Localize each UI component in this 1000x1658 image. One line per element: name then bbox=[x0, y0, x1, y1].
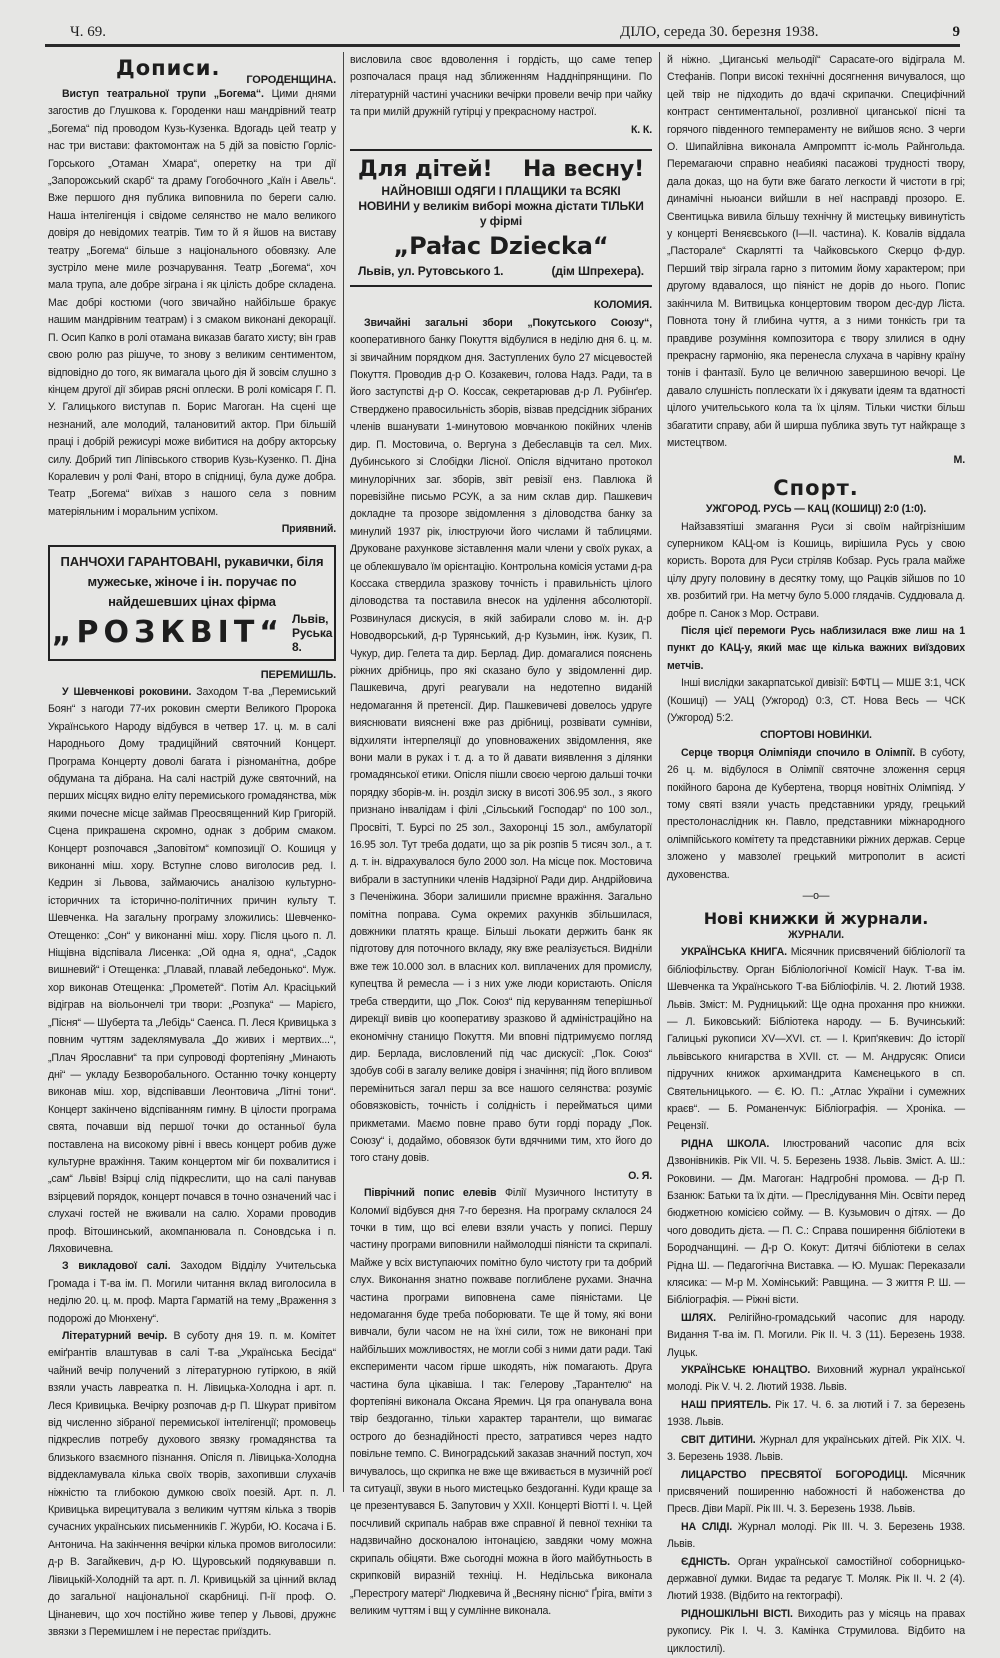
place-heading: ГОРОДЕНЩИНА. bbox=[246, 74, 336, 86]
article: Інші вислідки закарпатської дивізії: БФТЦ — МШЕ 3:1, ЧСК (Кошиці) — УАЦ (Ужгород) 0:3, СТ. Нова Весь — ЧСК (Ужгород) 5:2. bbox=[667, 677, 965, 725]
column-divider bbox=[343, 52, 344, 1492]
page-number: 9 bbox=[952, 24, 960, 40]
journal-entry: РІДНА ШКОЛА. Ілюстрований часопис для всіх Дзвонівників. Рік VII. Ч. 5. Березень 1938. Львів. Зміст. А. Ш.: Роковини. — Дм. Магоган: Надгробні промова. — Д-р П. Бзанюк: Батьки та їх діти. — Преслідування Мін. Освіти перед бюджетною комісією сойму. — В. Кузьмович о дітях. — До чого доводить дієта. — П. С.: Справа поширення бібліотеки в Бородчанщині. — Д-р О. Кокут: Дитячі бібліотеки в селах Рідна Ш. — Педагогічна Виставка. — Ю. Мушак: Переказали клясика: — М-р М. Хомінський: Равщина. — З життя Р. Ш. — Бібліографія. — Ріжні вісти. bbox=[667, 1137, 965, 1307]
journal-entry: ЄДНІСТЬ. Орган української самостійної соборницько-державної думки. Видає та редагує Т. Моляк. Рік II. Ч. 2 (4). Лютий 1938. (Відбито на гектографі). bbox=[667, 1555, 965, 1603]
match-heading: УЖГОРОД. РУСЬ — КАЦ (КОШИЦІ) 2:0 (1:0). bbox=[705, 503, 927, 516]
journal-entry: РІДНОШКІЛЬНІ ВІСТІ. Виходить раз у місяць на правах рукопису. Рік I. Ч. 3. Камінка Струмилова. Відбито на циклостилі). bbox=[667, 1607, 965, 1655]
advertisement-rozkvit: ПАНЧОХИ ГАРАНТОВАНІ, рукавички, біля мужеське, жіноче і ін. поручає по найдешевших цінах фірма „РОЗКВІТ“ Львів, Руська 8. bbox=[48, 545, 336, 661]
article: висловила своє вдоволення і гордість, що саме тепер розпочалася праця над зближенням Наддніпрянщини. По літературній частині учасники вечірки провели вечір при чайку та при милій дружній гутірці у прекрасному настрої. bbox=[350, 54, 652, 119]
brand-name: „Pałac Dziecka“ bbox=[393, 232, 609, 261]
signature: Приявний. bbox=[281, 523, 336, 536]
column-divider bbox=[659, 52, 660, 1492]
journals-heading: ЖУРНАЛИ. bbox=[788, 928, 844, 941]
article: Літературний вечір. В суботу дня 19. п. м. Комітет еміґрантів влаштував в салі Т-ва „Українська Бесіда“ чайний вечір получений з літературною гутіркою, в якій взяли участь лавреатка п. Н. Лівицька-Холодна і арт. п. Леся Кривицька. Вечірку розпочав д-р П. Шкурат привітом від численно зібраної перемиської інтелігенції; промовець підкреслив потребу духового звязку громадянства та близького взаємного пізнання. Опісля п. Лівицька-Холодна віддекламувала кілька своїх творів, захопивши слухачів ніжністю та глибокою думкою своїх поезій. Арт. п. Л. Кривицька вирецитувала з великим чуттям кілька з творів сучасних українських письменників Г. Журби, Ю. Косача і Б. Антонича. На закінчення вечірки кілька промов виголосили: д-р В. Загайкевич, д-р Ю. Щуровський подякувавши п. Лівицькій-Холодній та арт. п. Л. Кривицькій за цінний вклад до загальної національної скарбниці. П-ії проф. О. Цінаневич, що хоч постійно живе тепер у Львові, дружнє звязки з Перемишлем і не перестає приїздить. bbox=[48, 1330, 336, 1638]
header-rule bbox=[45, 44, 960, 47]
masthead bbox=[70, 24, 960, 44]
column-3 bbox=[667, 52, 965, 1658]
signature: О. Я. bbox=[628, 1169, 652, 1182]
issue-number: Ч. 69. bbox=[70, 24, 106, 40]
paper-title-date: ДІЛО, середа 30. березня 1938. bbox=[620, 24, 819, 40]
article: Серце творця Олімпіяди спочило в Олімпії. В суботу, 26 ц. м. відбулося в Олімпії святочне зложення серця покійного барона де Кубертена, творця новітніх Олімпіяд. У тому святі взяли участь представники уряду, грецький престолонаслідник кн. Павло, представники міжнародного олімпійського комітету та представники ріжних держав. Серце зложено у мавзолеї грецький митрополит в асисті духовенства. bbox=[667, 746, 965, 881]
journal-entry: НАШ ПРИЯТЕЛЬ. Рік 17. Ч. 6. за лютий і 7. за березень 1938. Львів. bbox=[667, 1398, 965, 1429]
signature: К. К. bbox=[630, 123, 652, 136]
signature: М. bbox=[953, 454, 965, 467]
article: Піврічний попис елевів Філії Музичного Інституту в Коломиї відбувся дня 7-го березня. На програму склалося 24 точки в тим, що всі елеви взяли участь у пописі. Першу частину програми виповнили наймолодші піяністи та скрипалі. Майже у всіх виступаючих помітно було чистоту гри та добрий слух. Виконання знатно пожваве поглиблене рухами. Значна частина програми виповнена саме піяністами. Це недомагання буде треба поборювати. Те ще й тому, які вони вивчали, були часом не на їхні сили, тож не виконані при найбільших можливостях, не могли собі з ними дати ради. Такі експерименти часом гірше шкодять, ніж помагають. Друга частина була цікавіша. І так: Гелерову „Тарантелю“ на фортепіяні виконала Оксана Яремич. Ця гра опанувала вона твір бездоганно, тільки характер тарантели, що вимагає острого до безнадійності престо, затратився через надто повільне темпо. С. Виноградський заказав значний поступ, хоч вичувалось, що скрипка не вже ще вживається в музичній роєї та ситуації, звуки в нього мистецько бездоганні. Куди краще за це презентувався Б. Запутович у XXII. Концерті Віотті І. ч. Цей посчливий скрипаль набрав вже справної й певної техніки та надзвичайно досконалою інтонацією, завдяки чому можна скрипаль обіцяти. Вже сьогодні можна в його майбутньость в скрипковій виразній техніці. Н. Недільська виконала „Перестрогу матері“ Людкевича й „Весняну пісню“ Ґріга, вміти з великим чуттям і вщ у сумлінне виконала. bbox=[350, 1187, 652, 1617]
article: З викладової салі. Заходом Відділу Учительська Громада і Т-ва ім. П. Могили читання вклад виголосила в неділю 20. ц. м. проф. Марта Гарматій на тему „Враження з подорожі до Мюнхену“. bbox=[48, 1260, 337, 1325]
journal-entry: ЛИЦАРСТВО ПРЕСВЯТОЇ БОГОРОДИЦІ. Місячник присвячений поширенню набожності й набоженства до Пресв. Діви Марії. Рік III. Ч. 3. Березень 1938. Львів. bbox=[667, 1468, 966, 1516]
journal-entry: УКРАЇНСЬКЕ ЮНАЦТВО. Виховний журнал української молоді. Рік V. Ч. 2. Лютий 1938. Львів. bbox=[667, 1364, 965, 1394]
article: Виступ театральної трупи „Богема“. Цими днями загостив до Глушкова к. Городенки наш мандрівний театр „Богема“ під проводом Кузь-Кузенка. Вдогадь цей театр у нас три вистави: фактомонтаж на 5 дій за повістю Горліс-Горського „Отаман Хмара“, оперетку на три дії „Запорожський скарб“ та драму Гогобочного „Каїн і Авель“. Вже першого дня публика виповнила по береги салю. Наша інтелігенція і свідоме селянство не мало великого довіря до невідомих театрів. Тим то й я йшов на виставу театру „Богема“ більше з національного обовязку. Але зустріло мене миле розчарування. Театр „Богема“, хоч мала трупа, але добре зіграна і як цілість добре складена. Має добрі костюми (чого звичайно найбільше бракує нашим мандрівним театрам) і з смаком виконані декорації. П. Осип Капко в ролі отамана виказав багато хисту; він грав свою ролю раз рішуче, то знову з великим сентиментом, відповідно до того, як вимагала цього дія й зовсім слушно з кінцем другої дії збирав рясні оплески. В ролі комісаря Г. П. У. Галицького виступав п. Борис Магоган. На сцені ще незнаний, але молодий, талановитий актор. При більшій праці і добрій режисурі може вибитися на добру акторську силу. Добрий тип Ліпівського створив Кузь-Кузенко. П. Діна Коралевич у ролі Фані, второ в спідниці, була дуже добра. Театр „Богема“ виїхав з нашого села з повним матеріяльним і моральним успіхом. bbox=[48, 88, 337, 518]
article: Звичайні загальні збори „Покутського Союзу“, кооперативного банку Покуття відбулися в неділю дня 6. ц. м. зі звичайним порядком дня. Заступлених було 27 місцевостей Покуття. Проводив д-р О. Козакевич, голова Надз. Ради, та в його заступстві д-р О. Коссак, секретарював д-р Л. Рубінґер. Стверджено правосильність зборів, візвав предсідник зібраних членів вшанувати 1-минутовою мовчанкою покійних членів дир. П. Мостовича, о. Вергуна з Дебеславців та сел. Мих. Дубинського зі Слобідки Лісної. Опісля відчитано протокол минулорічних заг. зборів, звіт ревізії енз. Павлюка й поревізійне письмо РСУК, а за ним склав дир. Пашкевич докладне та прозоре звідомлення з діловодства банку за минулий 1937 рік, ілюструючи його числами й таблицями. Друковане рахункове зіставлення мали члени у своїх руках, а це облекшувало їм орієнтацію. Контрольна комісія устами д-ра Коссака ствердила зразкову точність і правильність цілого діловодства та поставила внесок на уділення абсолюторії. Розвинулася дискусія, в якій забирали слово м. ін. д-р Новодворський, д-р Турянський, д-р Кузьмин, інж. Кузик, П. Чукур, дир. Гелета та дир. Берлад. Дир. домагалися пояснень ріжних дрібниць, про які сказано було у звідомленні дир. Пашкевича, другі реагували на недотепно виданій недомагання й претенсії. Дир. Пашкевичеві довелось удруге вияснювати вияснені вже раз дрібниці, розвівати сумніви, відхиляти інтерпеляції до уповноважених звідомлення, яке вони мали в руках і т. д. а то й давати виявлення з ділянки громадянської етики. Опісля пішли своєю чергою дальші точки порядку зборів-м. ін. розділ зиску в висоті 306.95 зол., з якого признано інвалідам і філі „Сільський Господар“ по 100 зол., Просвіті, Т. Бурсі по 25 зол., Захоронці 15 зол., амбулаторії 16.95 зол. Тут треба додати, що за рік розпів 5 тисяч зол., а т. д. т. ін. відрахувалося було 2000 зол. На місце пок. Мостовича вибрали в заступники членів Надзірної Ради дир. Андрійовича з Печеніжина. Збори залишили приємне вражіння. Загально помітна поправа. Сума окремих рахунків збільшилася, довжники платять краще. Більші льокати держить банк як підготову для поточного вкладу, яку вже реалізується. Видніли вже теж 10.000 зол. в власних кол. виплачених для промислу, купецтва й ремесла — і з них уже люди користають. Опісля треба ствердити, що „Пок. Союз“ під керуванням теперішньої дирекції вивів цю кооперативу зразково й адміністраційно на економічну станицю Покуття. Ми вповні підтримуємо погляд дир. Берлада, висловлений під час дискусії: „Пок. Союз“ здобув собі в загалу велике довіря і значіння; під його впливом переміниться загал перш за все нашого селянства: розуміє обовязковість, точність і солідність і перейматься цими прикметами. Маємо повне право бути горді пораду „Пок. Союзу“ і, додаймо, обовязок бути вдячними тим, хто його до того стану довів. bbox=[350, 316, 652, 1165]
brand-name: „РОЗКВІТ“ bbox=[51, 614, 285, 650]
journal-entry: ШЛЯХ. Релігійно-громадський часопис для народу. Видання Т-ва ім. П. Могили. Рік II. Ч. 3 (11). Березень 1938. Луцьк. bbox=[667, 1311, 965, 1359]
journal-list bbox=[667, 944, 965, 1658]
column-2 bbox=[350, 52, 652, 1620]
section-title-sport: Спорт. bbox=[773, 475, 859, 500]
section-title-books: Нові книжки й журнали. bbox=[703, 908, 929, 928]
place-heading: ПЕРЕМИШЛЬ. bbox=[260, 668, 336, 681]
journal-entry: НА СЛІДІ. Журнал молоді. Рік III. Ч. 3. Березень 1938. Львів. bbox=[667, 1520, 966, 1551]
article: й ніжно. „Циганські мельодії“ Сарасате-ого відіграла М. Стефанів. Попри високі технічні досягнення вичувалося, що цей твір не підходить до вдачі скрипачки. Специфічний контраст сентиментальної, розливної циганської пісні та горячого південного темпераменту не вийшов ясно. З черги О. Шипайлівна виконала Ампромптт іс-моль Райнгольда. Перемагаючи справно неабиякі пасажові трудності твору, дала доказ, що на бути вже багато легкости й чистоти в грі; динамічні ньюанси вийшли в неї насправді прозоро. Е. Свентицька вивила більшу технічну й мистецьку вивинутість у концерті Веняєвського (I—II. частина). К. Ковалів віддала „Пасторале“ Скарлятті та Чайковського Скерцо ф-дур. Перший твір зіграла гарно з питомим йому характером; при другому вдавалося, що піяніст не дорів до нього. Попис закінчила М. Витвицька концертовим твором дес-дур Ліста. Повнота тону й глибина чуття, а з ними тонкість гри та правдиве розуміння композитора є твору злилися в одну прекрасну гармонію, яка перенесла слухача в чарівну країну тонів і фантазії. Було це величною завершиною вечорі. Це давало слушність поплескати їх і дякувати ідеям та вдатності цілого учительського кола та їх цілям. Тільки чистки більш збагатити справу, аби й ширша публика звуть тут найкраще з мистецтвом. bbox=[667, 54, 965, 449]
article: У Шевченкові роковини. Заходом Т-ва „Перемиський Боян“ з нагоди 77-их роковин смерти Великого Пророка Українського Народу відбувся в четвер 17. ц. м. в салі Народнього Дому традиційний святочний Концерт. Програма Концерту доволі багата і різноманітна, добре обдумана та дібрана. На салі настрій дуже святочний, на перших місцях видно еліту перемиського громадянства, між якими почесне місце займав Преосвященний Кир Григорій. Сцена прикрашена скромно, однак з добрим смаком. Концерт розпочався „Заповітом“ композиції О. Кошиця у виконанні міш. хору. Вступне слово виголосив ред. І. Кедрин зі Львова, займаючись аналізою культурно-історичних та історично-політичних причин культу Т. Шевченка. На загальну програму зложились: Шевченко-Отещенко: „Сон“ у виконанні міш. хору. Після цього п. Л. Ніщівна відспівала Лисенка: „Ой одна я, одна“, „Садок вишневий“ і Отещенка: „Плавай, плавай лебедонько“. Муж. хор виконав Отещенка: „Прометей“. Потім Ал. Красіцький відіграв на віольончелі три твори: „Розпука“ — Марієго, „Пісня“ — Шуберта та „Лебідь“ Саенса. П. Леся Кривицька з повним чуттям зaдеклямувала „До живих і мертвих...“, „Плач Ярославни“ та при супроводі фортепіяну „Минають дні“ — укладу Безворобального. Останню точку концерту виконав міш. хор, відспівавши Леонтовича „Літні тони“. Концерт закінчено відспіванням гимну. В цілости програма свята, почавши від першої точки до останньої була поставлена на високому рівні і ввесь концерт робив дуже культурне вражіння. Таким концертом міг би похвалитися і „сам“ Львів! Взірці слід підкреслити, що на салі панував взірцевий порядок, концерт почався в точно означений час і слухачі гостей не вживали на салю. Хорами проводив проф. Вітошинський, акомпанювала п. Соновдська і п. Ляховичевна. bbox=[48, 685, 336, 1255]
advertisement-palac-dziecka: Для дітей! На весну! НАЙНОВІШІ ОДЯГИ І ПЛАЩИКИ та ВСЯКІ НОВИНИ у великім виборі можна дістати ТІЛЬКИ у фірмі „Pałac Dziecka“ Львів, ул. Рутовського 1. (дім Шпрехера). bbox=[350, 149, 652, 287]
article: Після цієї перемоги Русь наблизилася вже лиш на 1 пункт до КАЦ-у, який має ще кілька важних виїздових метчів. bbox=[667, 625, 965, 672]
sport-news-heading: СПОРТОВІ НОВИНКИ. bbox=[760, 729, 872, 742]
journal-entry: СВІТ ДИТИНИ. Журнал для українських дітей. Рік XIX. Ч. 3. Березень 1938. Львів. bbox=[667, 1433, 965, 1464]
article: Найзавзятіші змагання Руси зі своїм найгрізнішим суперником КАЦ-ом із Кошиць, вирішила Русь у свою користь. Ворота для Руси стріляв Кобзар. Русь грала майже цілу другу половину в десятку тому, що Рацків зійшов по 10 хв. розбитий гри. На метчу було 5.000 глядачів. Суддювала д. добре п. Санок з Мор. Острави. bbox=[667, 520, 965, 620]
section-title-dopysy: Дописи. bbox=[116, 56, 221, 80]
separator: —o— bbox=[802, 890, 830, 903]
place-heading: КОЛОМИЯ. bbox=[593, 299, 652, 312]
column-1 bbox=[48, 52, 336, 1641]
journal-entry: УКРАЇНСЬКА КНИГА. Місячник присвячений бібліології та бібліофільству. Орган Бібліологічної Комісії Наук. Т-ва ім. Шевченка та Українського Т-ва Бібліофілів. Ч. 2. Лютий 1938. Львів. Зміст: М. Рудницький: Ще одна прохання про книжки. — Л. Биковський: Бібліотека народу. — Б. Вучинський: Галицькі рукописи XV—XVI. ст. — І. Крип'якевич: До історії львівського книгарства в XVII. ст. — М. Андрусяк: Описи підручних книжок архимандрита Камєнецького в сп. Святельницького. — Є. Ю. П.: „Атлас України і сумежних краєв“. — Б. Романенчук: Бібліографія. — Хроніка. — Рецензії. bbox=[667, 946, 965, 1133]
